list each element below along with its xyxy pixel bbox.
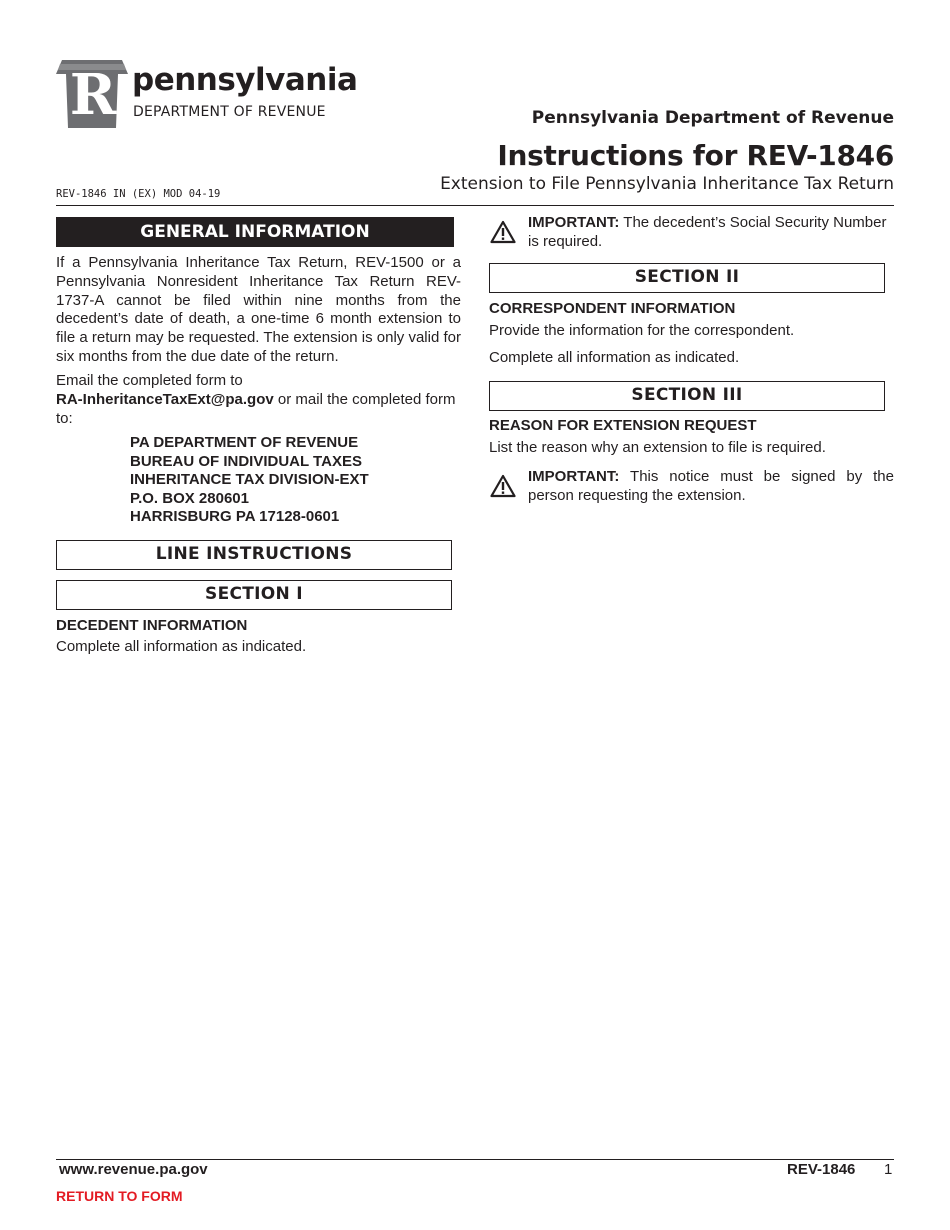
return-to-form-link[interactable]: RETURN TO FORM — [56, 1188, 183, 1204]
correspondent-information-subhead: CORRESPONDENT INFORMATION — [489, 300, 736, 317]
email-prefix: Email the completed form to — [56, 372, 243, 389]
footer-form-number: REV-1846 — [787, 1161, 856, 1178]
address-line: P.O. BOX 280601 — [130, 489, 249, 507]
important-text: The decedent’s Social Security Number is required. — [528, 214, 887, 250]
section-2-heading: SECTION II — [489, 263, 885, 293]
mailing-address — [130, 434, 369, 527]
address-line: HARRISBURG PA 17128-0601 — [130, 508, 340, 525]
department-title: Pennsylvania Department of Revenue — [531, 108, 894, 128]
email-address[interactable]: RA-InheritanceTaxExt@pa.gov — [56, 390, 274, 408]
section-3-heading: SECTION III — [489, 381, 885, 411]
warning-triangle-icon — [490, 220, 516, 244]
section-1-text: Complete all information as indicated. — [56, 638, 307, 655]
general-information-heading: GENERAL INFORMATION — [56, 217, 454, 247]
email-suffix: or mail the completed form to: — [56, 390, 456, 427]
email-instructions — [56, 372, 461, 428]
line-instructions-heading: LINE INSTRUCTIONS — [56, 540, 452, 570]
address-line: BUREAU OF INDIVIDUAL TAXES — [130, 452, 362, 470]
header-divider — [56, 205, 894, 206]
section-1-heading: SECTION I — [56, 580, 452, 610]
logo-department: DEPARTMENT OF REVENUE — [133, 104, 326, 120]
important-label: IMPORTANT: — [528, 214, 620, 231]
important-ssn-notice — [528, 213, 894, 251]
section-2-text-2: Complete all information as indicated. — [489, 349, 740, 366]
website-link[interactable]: www.revenue.pa.gov — [59, 1161, 208, 1178]
address-line: PA DEPARTMENT OF REVENUE — [130, 434, 359, 451]
page-title: Instructions for REV-1846 — [497, 139, 894, 172]
section-3-text: List the reason why an extension to file is required. — [489, 439, 826, 456]
decedent-information-subhead: DECEDENT INFORMATION — [56, 617, 248, 634]
general-information-paragraph: If a Pennsylvania Inheritance Tax Return, REV-1500 or a Pennsylvania Nonresident Inheritance Tax Return REV-1737-A cannot be filed within nine months from the decedent’s date of death, a one-time 6 month extension to file a return may be requested. The extension is only valid for six months from the due date of the return. — [56, 254, 461, 365]
reason-for-extension-subhead: REASON FOR EXTENSION REQUEST — [489, 417, 757, 434]
section-2-text-1: Provide the information for the correspondent. — [489, 322, 795, 339]
page-subtitle: Extension to File Pennsylvania Inheritance Tax Return — [440, 174, 894, 194]
footer-divider — [56, 1159, 894, 1160]
important-label: IMPORTANT: — [528, 468, 620, 485]
address-line: INHERITANCE TAX DIVISION-EXT — [130, 471, 369, 488]
logo-wordmark: pennsylvania — [132, 62, 358, 98]
logo-letter: R — [69, 62, 117, 128]
important-text: This notice must be signed by the person requesting the extension. — [528, 468, 894, 504]
form-code: REV-1846 IN (EX) MOD 04-19 — [56, 188, 221, 200]
warning-triangle-icon — [490, 474, 516, 498]
important-signature-notice — [528, 467, 894, 505]
page-number: 1 — [884, 1161, 893, 1178]
